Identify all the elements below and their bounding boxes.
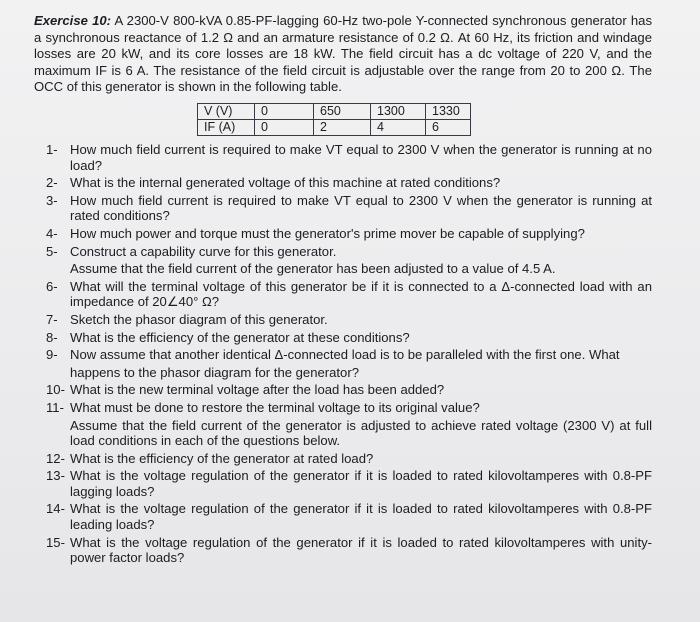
assumption-note: happens to the phasor diagram for the generator? [70,364,359,380]
question-list [46,142,652,568]
list-item [46,226,652,242]
list-item [46,501,652,532]
question-number: 3- [46,192,58,208]
list-item [46,382,652,398]
question-number: 10- [46,382,65,398]
question-text: What is the voltage regulation of the generator if it is loaded to rated kilovoltamperes with 0.8-PF leading loads? [70,501,652,533]
table-cell: 6 [426,120,471,136]
table-header-voltage: V (V) [198,104,255,120]
question-number: 6- [46,278,58,294]
list-item [46,400,652,416]
question-number: 1- [46,142,58,157]
question-text: How much field current is required to make VT equal to 2300 V when the generator is running at rated conditions? [70,192,652,224]
list-item [46,193,652,224]
list-item [46,347,652,363]
list-item [46,468,652,499]
table-cell: 650 [314,104,371,120]
question-number: 8- [46,329,58,345]
table-cell: 1330 [426,104,471,120]
exercise-intro [34,13,652,96]
exercise-statement: A 2300-V 800-kVA 0.85-PF-lagging 60-Hz two-pole Y-connected synchronous generator has a synchronous reactance of 1.2 Ω and an armature resistance of 0.2 Ω. At 60 Hz, its friction and windage losses are 20 kW, and its core losses are 18 kW. The field circuit has a dc voltage of 220 V, and the maximum IF is 6 A. The resistance of the field circuit is adjustable over the range from 20 to 200 Ω. The OCC of this generator is shown in the following table. [34,13,652,95]
table-header-current: IF (A) [198,120,255,136]
table-cell: 4 [371,120,426,136]
question-text: How much power and torque must the generator's prime mover be capable of supplying? [70,225,585,241]
question-number: 11- [46,399,64,415]
question-text: What is the efficiency of the generator at these conditions? [70,329,410,345]
question-number: 4- [46,225,58,241]
table-cell: 2 [314,120,371,136]
question-text: What must be done to restore the terminal voltage to its original value? [70,399,480,415]
list-item [46,142,652,173]
question-text: Construct a capability curve for this generator. [70,243,337,259]
table-cell: 1300 [371,104,426,120]
table-row [198,120,471,136]
table-cell: 0 [255,104,314,120]
list-item [46,330,652,346]
list-item [46,535,652,566]
question-number: 9- [46,347,58,363]
exercise-title: Exercise 10: [34,13,111,28]
question-text: What is the voltage regulation of the generator if it is loaded to rated kilovoltamperes with 0.8-PF lagging loads? [70,468,652,499]
question-text: Now assume that another identical Δ-connected load is to be paralleled with the first one. What [70,347,620,363]
occ-table [197,103,471,136]
list-item [46,279,652,310]
table-cell: 0 [255,120,314,136]
question-text: What is the efficiency of the generator at rated load? [70,450,374,466]
question-text: How much field current is required to make VT equal to 2300 V when the generator is running at no load? [70,142,652,173]
question-number: 2- [46,175,58,191]
question-number: 15- [46,534,65,550]
assumption-note: Assume that the field current of the generator has been adjusted to a value of 4.5 A. [70,261,556,277]
question-number: 14- [46,501,65,517]
list-item [46,312,652,328]
list-item [46,451,652,467]
question-number: 13- [46,468,65,484]
list-item [46,244,652,260]
assumption-note: Assume that the field current of the generator is adjusted to achieve rated voltage (2300 V) at full load conditions in each of the questions below. [70,417,652,449]
question-number: 12- [46,450,65,466]
question-number: 7- [46,311,58,327]
question-text: What will the terminal voltage of this generator be if it is connected to a Δ-connected load with an impedance of 20∠40° Ω? [70,278,652,310]
table-row [198,104,471,120]
question-text: What is the new terminal voltage after the load has been added? [70,382,445,398]
question-text: What is the voltage regulation of the generator if it is loaded to rated kilovoltamperes with unity-power factor loads? [70,534,652,566]
list-item [46,175,652,191]
question-text: What is the internal generated voltage of this machine at rated conditions? [70,175,501,191]
question-number: 5- [46,243,58,259]
question-text: Sketch the phasor diagram of this generator. [70,311,328,327]
